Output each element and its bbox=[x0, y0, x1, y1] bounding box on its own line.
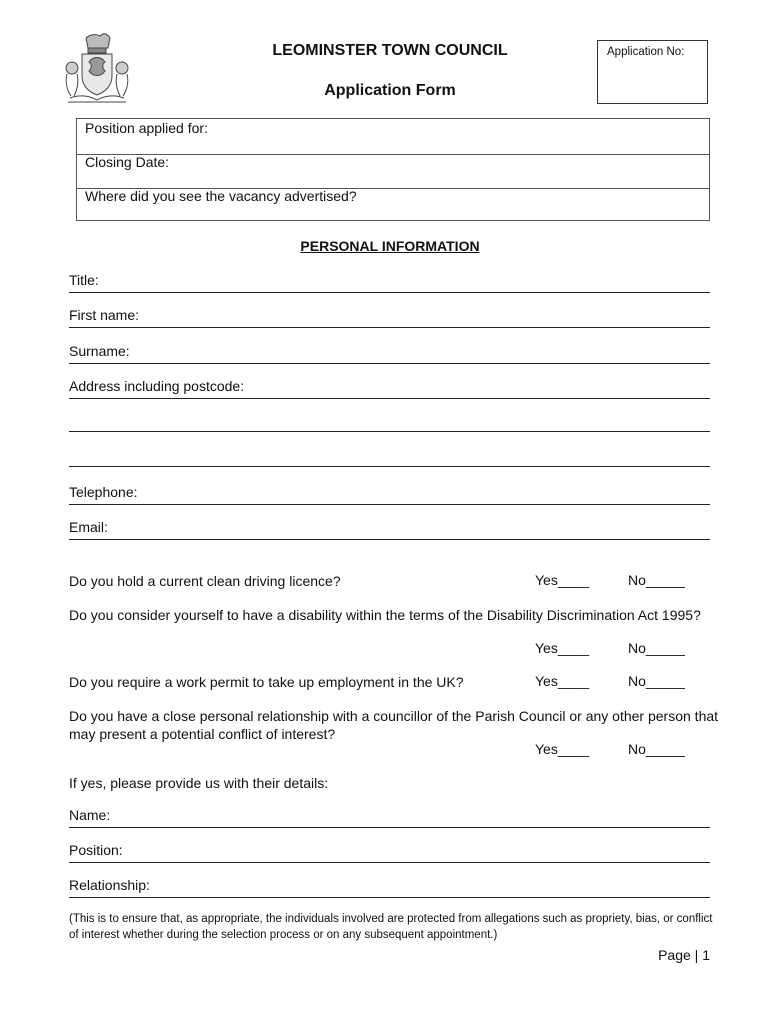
question-conflict-of-interest: Do you have a close personal relationship with a councillor of the Parish Council or any other person that may present a potential conflict of interest? bbox=[69, 708, 719, 742]
question-work-permit: Do you require a work permit to take up employment in the UK? bbox=[69, 674, 464, 690]
first-name-label: First name: bbox=[69, 307, 140, 323]
relation-position-label: Position: bbox=[69, 842, 123, 858]
disability-no[interactable]: No_____ bbox=[628, 640, 685, 656]
telephone-field[interactable] bbox=[69, 484, 710, 505]
email-label: Email: bbox=[69, 519, 108, 535]
section-heading-personal: PERSONAL INFORMATION bbox=[300, 238, 480, 254]
conflict-yes[interactable]: Yes____ bbox=[535, 741, 589, 757]
if-yes-instruction: If yes, please provide us with their details: bbox=[69, 775, 329, 791]
position-applied-label: Position applied for: bbox=[85, 120, 208, 136]
address-field[interactable] bbox=[69, 378, 710, 399]
council-crest-logo bbox=[58, 28, 136, 106]
question-disability: Do you consider yourself to have a disability within the terms of the Disability Discrimination Act 1995? bbox=[69, 607, 701, 623]
position-applied-field[interactable] bbox=[77, 119, 709, 155]
application-number-label: Application No: bbox=[607, 46, 685, 58]
closing-date-field[interactable] bbox=[77, 153, 709, 189]
email-field[interactable] bbox=[69, 519, 710, 540]
question-driving-licence: Do you hold a current clean driving licence? bbox=[69, 573, 341, 589]
surname-field[interactable] bbox=[69, 343, 710, 364]
form-title: Application Form bbox=[324, 82, 456, 99]
council-title: LEOMINSTER TOWN COUNCIL bbox=[272, 42, 508, 59]
conflict-no[interactable]: No_____ bbox=[628, 741, 685, 757]
conflict-note: (This is to ensure that, as appropriate, the individuals involved are protected from allegations such as propriety, bias, or conflict of interest whether during the selection process or on any subsequent appointment.) bbox=[69, 913, 713, 941]
title-field[interactable] bbox=[69, 272, 710, 293]
relation-name-label: Name: bbox=[69, 807, 111, 823]
application-number-box[interactable] bbox=[597, 40, 708, 104]
work-permit-yes[interactable]: Yes____ bbox=[535, 673, 589, 689]
vacancy-source-field[interactable] bbox=[77, 187, 709, 222]
disability-yes[interactable]: Yes____ bbox=[535, 640, 589, 656]
vacancy-source-label: Where did you see the vacancy advertised? bbox=[85, 188, 357, 204]
relationship-label: Relationship: bbox=[69, 877, 150, 893]
address-line-2[interactable] bbox=[69, 431, 710, 432]
work-permit-no[interactable]: No_____ bbox=[628, 673, 685, 689]
page-number: Page | 1 bbox=[658, 947, 710, 963]
first-name-field[interactable] bbox=[69, 307, 710, 328]
relation-name-field[interactable] bbox=[69, 807, 710, 828]
closing-date-label: Closing Date: bbox=[85, 154, 170, 170]
address-label: Address including postcode: bbox=[69, 378, 245, 394]
title-label: Title: bbox=[69, 272, 99, 288]
telephone-label: Telephone: bbox=[69, 484, 138, 500]
relationship-field[interactable] bbox=[69, 877, 710, 898]
position-details-box bbox=[76, 118, 710, 221]
surname-label: Surname: bbox=[69, 343, 130, 359]
relation-position-field[interactable] bbox=[69, 842, 710, 863]
driving-licence-yes[interactable]: Yes____ bbox=[535, 572, 589, 588]
address-line-3[interactable] bbox=[69, 466, 710, 467]
driving-licence-no[interactable]: No_____ bbox=[628, 572, 685, 588]
